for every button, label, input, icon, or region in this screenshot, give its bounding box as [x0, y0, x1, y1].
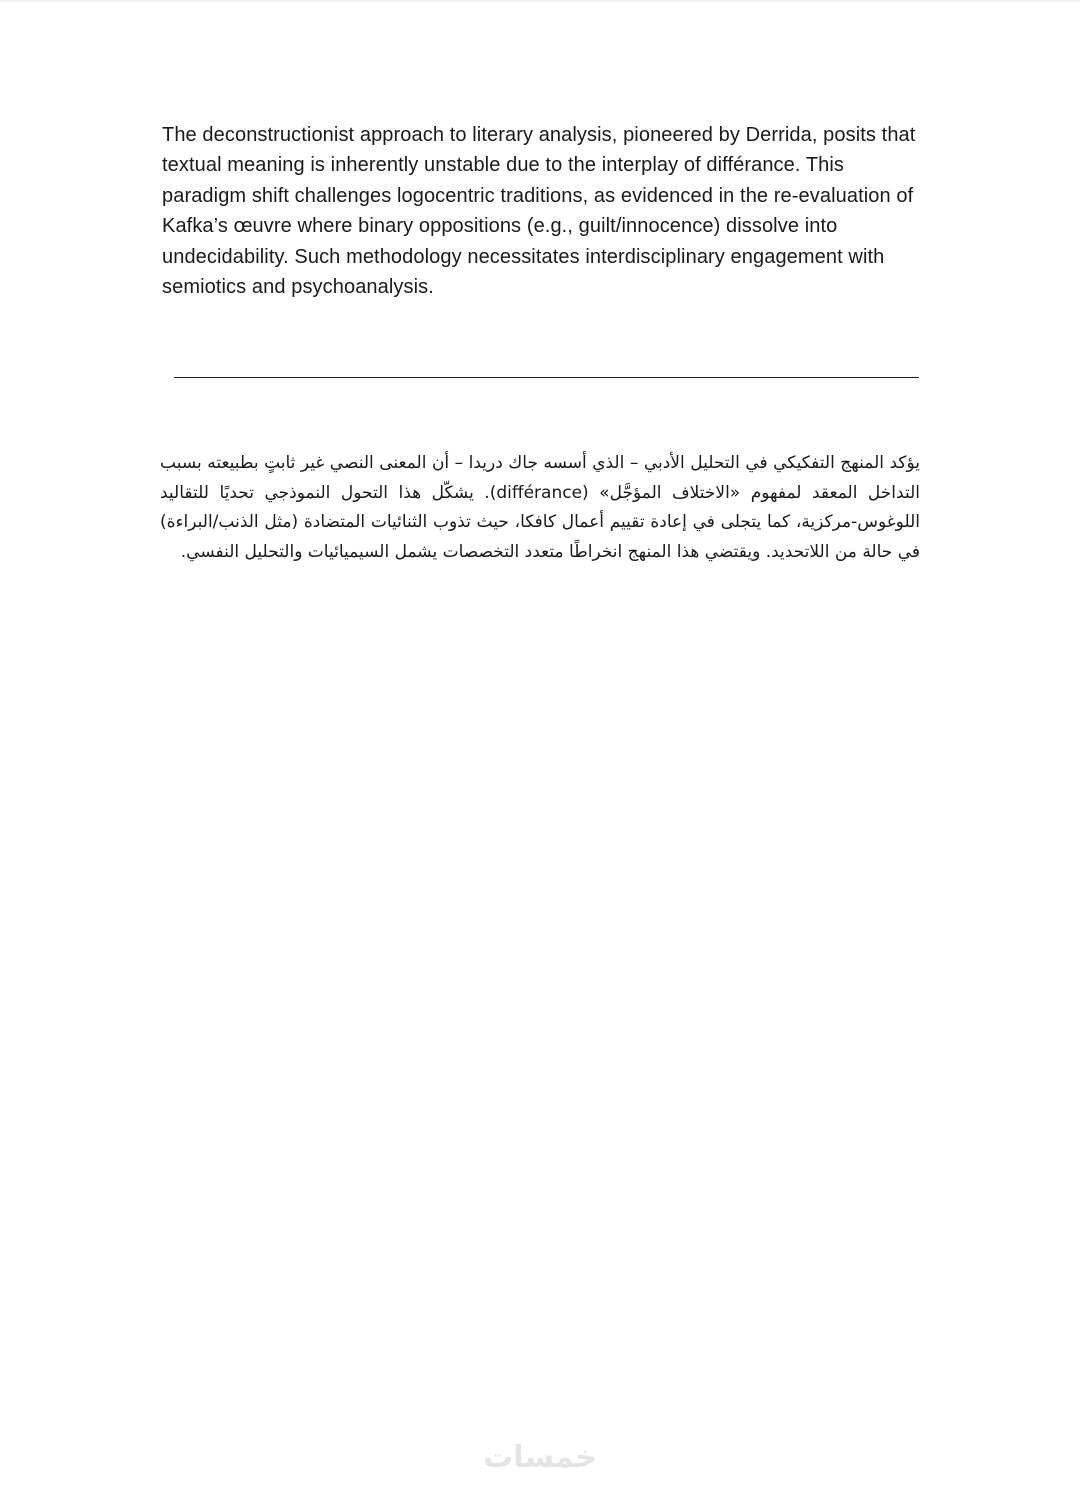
page-top-edge [0, 0, 1080, 2]
arabic-paragraph: يؤكد المنهج التفكيكي في التحليل الأدبي – الذي أسسه جاك دريدا – أن المعنى النصي غير ثابتٍ بطبيعته بسبب التداخل المعقد لمفهوم «الاختلاف المؤجَّل» (différance). يشكّل هذا التحول النموذجي تحديًا للتقاليد اللوغوس-مركزية، كما يتجلى في إعادة تقييم أعمال كافكا، حيث تذوب الثنائيات المتضادة (مثل الذنب/البراءة) في حالة من اللاتحديد. ويقتضي هذا المنهج انخراطًا متعدد التخصصات يشمل السيميائيات والتحليل النفسي. [160, 453, 920, 562]
watermark-logo: خمسات [483, 1440, 597, 1475]
english-paragraph: The deconstructionist approach to literary analysis, pioneered by Derrida, posits that textual meaning is inherently unstable due to the interplay of différance. This paradigm shift challenges logocentric traditions, as evidenced in the re-evaluation of Kafka’s œuvre where binary oppositions (e.g., guilt/innocence) dissolve into undecidability. Such methodology necessitates interdisciplinary engagement with semiotics and psychoanalysis. [162, 124, 916, 299]
section-divider [174, 377, 919, 378]
